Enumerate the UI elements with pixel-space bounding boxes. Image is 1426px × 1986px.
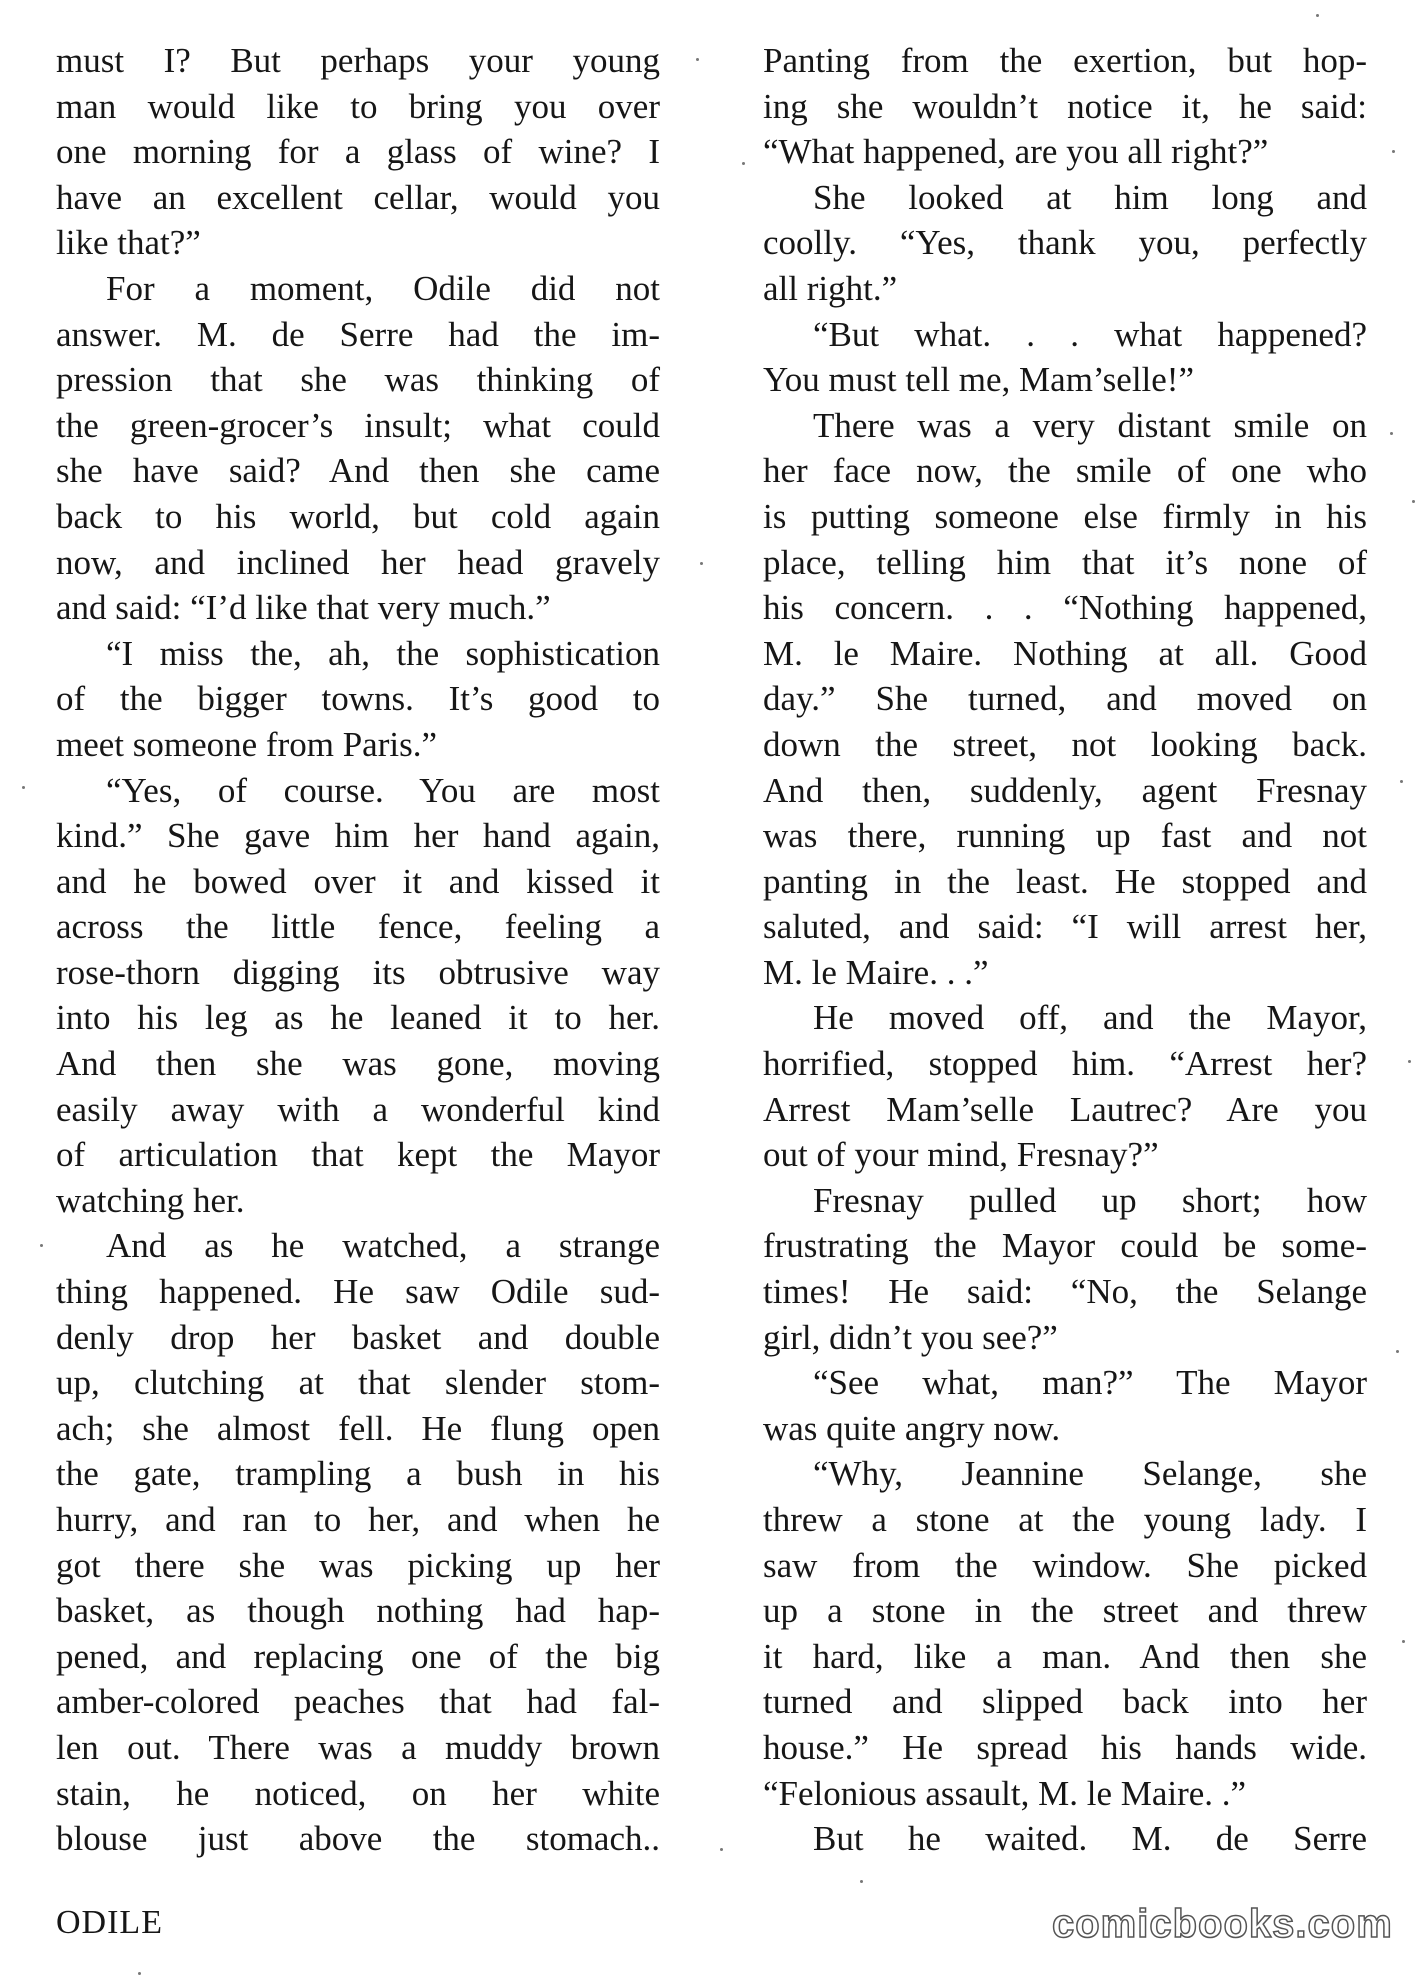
text-line: But he waited. M. de Serre xyxy=(813,1819,1367,1859)
scan-speck xyxy=(1402,1640,1405,1643)
text-line: across the little fence, feeling a xyxy=(56,907,660,947)
scan-speck xyxy=(1392,150,1395,153)
scan-speck xyxy=(700,562,703,565)
text-line: one morning for a glass of wine? I xyxy=(56,132,660,172)
text-line: saluted, and said: “I will arrest her, xyxy=(763,907,1367,947)
scan-speck xyxy=(1408,1060,1411,1063)
text-line: “I miss the, ah, the sophistication xyxy=(106,633,660,673)
watermark-text: comicbooks.com xyxy=(1052,1902,1393,1946)
scan-speck xyxy=(1316,14,1319,17)
scan-speck xyxy=(742,162,745,165)
text-line: thing happened. He saw Odile sud- xyxy=(56,1272,660,1312)
left-text-column xyxy=(56,38,660,1862)
text-line: saw from the window. She picked xyxy=(763,1545,1367,1585)
text-line: into his leg as he leaned it to her. xyxy=(56,998,660,1038)
text-line: the green-grocer’s insult; what could xyxy=(56,405,660,445)
text-line: Fresnay pulled up short; how xyxy=(813,1180,1367,1220)
text-line: now, and inclined her head gravely xyxy=(56,542,660,582)
text-line: And then, suddenly, agent Fresnay xyxy=(763,770,1367,810)
watermark-logo xyxy=(1052,1902,1392,1947)
text-line: denly drop her basket and double xyxy=(56,1317,660,1357)
scan-speck xyxy=(22,786,25,789)
text-line: the gate, trampling a bush in his xyxy=(56,1454,660,1494)
text-line: and said: “I’d like that very much.” xyxy=(56,588,551,628)
text-line: turned and slipped back into her xyxy=(763,1682,1367,1722)
text-line: len out. There was a muddy brown xyxy=(56,1727,660,1767)
text-line: and he bowed over it and kissed it xyxy=(56,861,660,901)
text-line: out of your mind, Fresnay?” xyxy=(763,1135,1159,1175)
text-line: coolly. “Yes, thank you, perfectly xyxy=(763,223,1367,263)
text-line: girl, didn’t you see?” xyxy=(763,1317,1058,1357)
text-line: For a moment, Odile did not xyxy=(106,268,660,308)
text-line: of articulation that kept the Mayor xyxy=(56,1135,660,1175)
scan-speck xyxy=(1390,432,1393,435)
scan-speck xyxy=(1400,780,1403,783)
text-line: threw a stone at the young lady. I xyxy=(763,1500,1367,1539)
text-line: she have said? And then she came xyxy=(56,451,660,491)
text-line: down the street, not looking back. xyxy=(763,724,1367,764)
text-line: easily away with a wonderful kind xyxy=(56,1089,660,1129)
text-line: pened, and replacing one of the big xyxy=(56,1636,660,1676)
text-line: house.” He spread his hands wide. xyxy=(763,1727,1367,1767)
text-line: M. le Maire. Nothing at all. Good xyxy=(763,633,1367,673)
text-line: frustrating the Mayor could be some- xyxy=(763,1226,1367,1266)
text-line: have an excellent cellar, would you xyxy=(56,177,660,217)
text-line: her face now, the smile of one who xyxy=(763,451,1367,491)
scan-speck xyxy=(40,1244,43,1247)
text-line: hurry, and ran to her, and when he xyxy=(56,1500,660,1539)
text-line: And then she was gone, moving xyxy=(56,1044,660,1084)
text-line: it hard, like a man. And then she xyxy=(763,1636,1367,1676)
right-text-column xyxy=(763,38,1367,1862)
text-line: “Felonious assault, M. le Maire. .” xyxy=(763,1773,1247,1813)
scan-speck xyxy=(860,1880,863,1883)
text-line: He moved off, and the Mayor, xyxy=(813,998,1367,1038)
text-line: “Yes, of course. You are most xyxy=(106,770,660,810)
text-line: like that?” xyxy=(56,223,201,263)
text-line: day.” She turned, and moved on xyxy=(763,679,1367,719)
text-line: “What happened, are you all right?” xyxy=(763,132,1269,172)
text-line: times! He said: “No, the Selange xyxy=(763,1272,1367,1312)
text-line: horrified, stopped him. “Arrest her? xyxy=(763,1044,1367,1084)
text-line: “Why, Jeannine Selange, she xyxy=(813,1454,1367,1494)
text-line: blouse just above the stomach.. xyxy=(56,1819,660,1859)
scan-speck xyxy=(696,58,699,61)
text-line: kind.” She gave him her hand again, xyxy=(56,816,660,856)
text-line: back to his world, but cold again xyxy=(56,496,660,536)
text-line: pression that she was thinking of xyxy=(56,360,660,400)
text-line: ing she wouldn’t notice it, he said: xyxy=(763,86,1367,126)
text-line: stain, he noticed, on her white xyxy=(56,1773,660,1813)
text-line: Arrest Mam’selle Lautrec? Are you xyxy=(763,1089,1367,1129)
text-line: watching her. xyxy=(56,1180,245,1220)
text-line: up a stone in the street and threw xyxy=(763,1591,1367,1631)
text-line: amber-colored peaches that had fal- xyxy=(56,1682,660,1722)
text-line: panting in the least. He stopped and xyxy=(763,861,1367,901)
text-line: rose-thorn digging its obtrusive way xyxy=(56,952,660,992)
text-line: basket, as though nothing had hap- xyxy=(56,1591,660,1631)
text-line: must I? But perhaps your young xyxy=(56,41,660,80)
scan-speck xyxy=(1412,500,1415,503)
text-line: place, telling him that it’s none of xyxy=(763,542,1367,582)
text-line: “See what, man?” The Mayor xyxy=(813,1363,1367,1403)
text-line: Panting from the exertion, but hop- xyxy=(763,41,1367,80)
text-line: She looked at him long and xyxy=(813,177,1367,217)
text-line: man would like to bring you over xyxy=(56,86,660,126)
scan-speck xyxy=(1396,1350,1399,1353)
text-line: ach; she almost fell. He flung open xyxy=(56,1408,660,1448)
text-line: got there she was picking up her xyxy=(56,1545,660,1585)
text-line: up, clutching at that slender stom- xyxy=(56,1363,660,1403)
text-line: M. le Maire. . .” xyxy=(763,952,989,992)
text-line: all right.” xyxy=(763,268,898,308)
text-line: You must tell me, Mam’selle!” xyxy=(763,360,1194,400)
text-line: “But what. . . what happened? xyxy=(813,314,1367,354)
text-line: is putting someone else firmly in his xyxy=(763,496,1367,536)
text-line: answer. M. de Serre had the im- xyxy=(56,314,660,354)
text-line: was quite angry now. xyxy=(763,1408,1061,1448)
scan-speck xyxy=(720,1848,723,1851)
text-line: was there, running up fast and not xyxy=(763,816,1367,856)
text-line: And as he watched, a strange xyxy=(106,1226,660,1266)
text-line: his concern. . . “Nothing happened, xyxy=(763,588,1367,628)
text-line: There was a very distant smile on xyxy=(813,405,1367,445)
scan-speck xyxy=(138,1972,141,1975)
running-title: ODILE xyxy=(56,1904,163,1941)
text-line: of the bigger towns. It’s good to xyxy=(56,679,660,719)
text-line: meet someone from Paris.” xyxy=(56,724,438,764)
